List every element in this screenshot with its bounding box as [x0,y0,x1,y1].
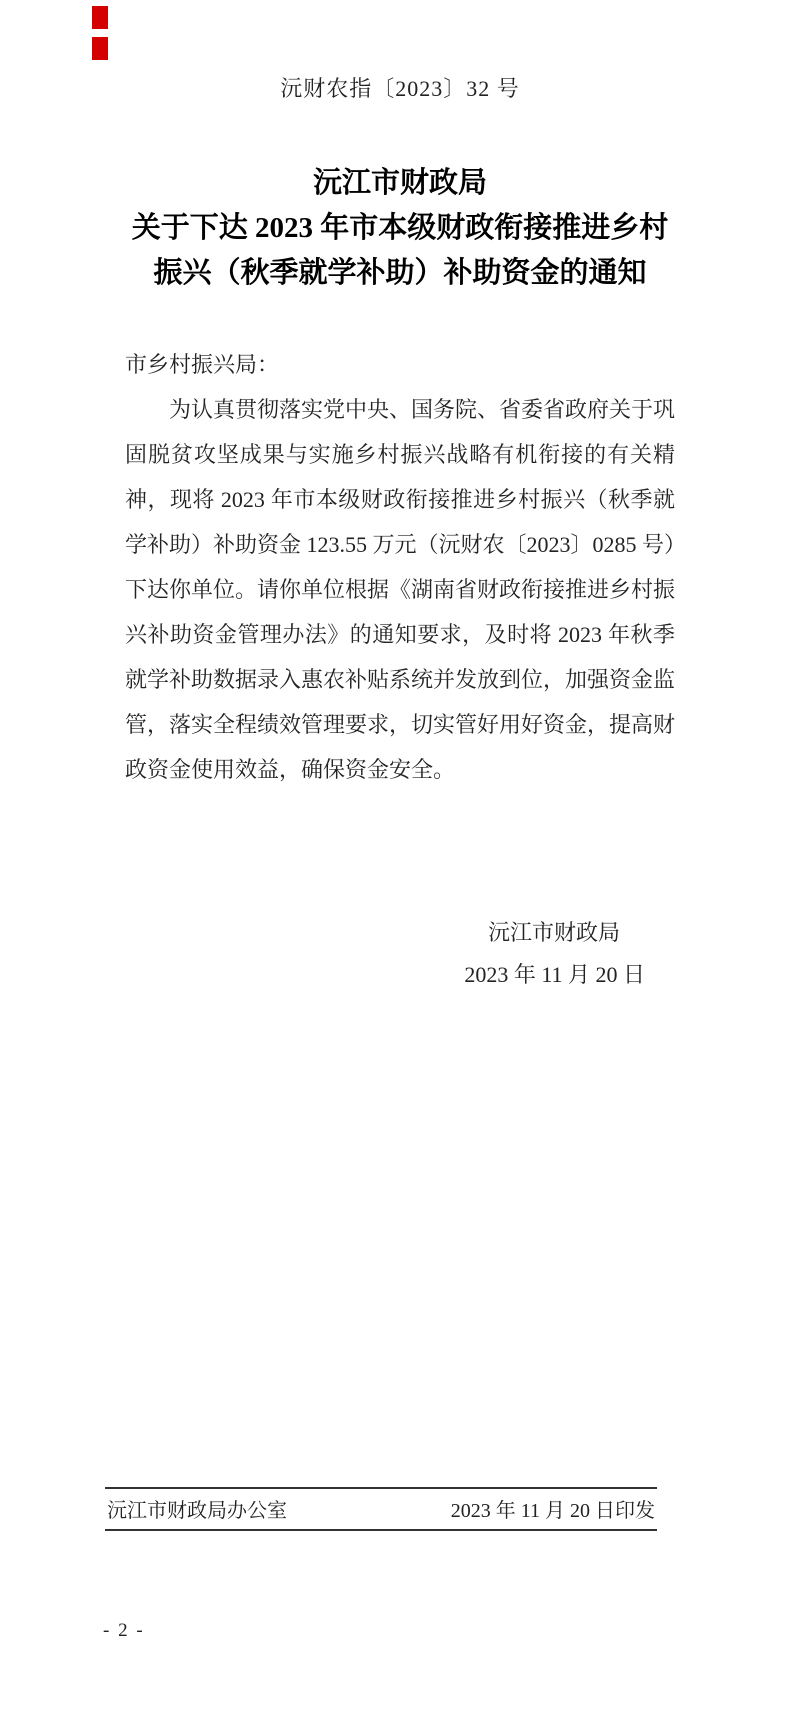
title-line-issuer: 沅江市财政局 [312,167,487,199]
signature-date: 2023 年 11 月 20 日 [464,962,645,987]
document-number: 沅财农指〔2023〕32 号 [280,76,520,101]
title-line-subject-2: 振兴（秋季就学补助）补助资金的通知 [153,257,647,289]
footer-office: 沅江市财政局办公室 [107,1500,287,1522]
footer-print-date: 2023 年 11 月 20 日印发 [450,1500,655,1522]
page-number: - 2 - [103,1620,145,1641]
footer-bar [105,1487,657,1531]
body-paragraph: 为认真贯彻落实党中央、国务院、省委省政府关于巩固脱贫攻坚成果与实施乡村振兴战略有机衔接的有关精神，现将 2023 年市本级财政衔接推进乡村振兴（秋季就学补助）补助资金 123.55 万元（沅财农〔2023〕0285 号）下达你单位。请你单位根据《湖南省财政衔接推进乡村振兴补助资金管理办法》的通知要求，及时将 2023 年秋季就学补助数据录入惠农补贴系统并发放到位，加强资金监管，落实全程绩效管理要求，切实管好用好资金，提高财政资金使用效益，确保资金安全。 [125,397,676,782]
signature-block [125,912,675,996]
red-stamp-mark-top [92,6,108,29]
signature-issuer: 沅江市财政局 [487,920,620,945]
title-line-subject-1: 关于下达 2023 年市本级财政衔接推进乡村 [131,212,669,244]
document-content [125,348,675,996]
document-title [0,161,800,296]
salutation: 市乡村振兴局： [125,352,280,377]
red-stamp-mark-bottom [92,37,108,60]
